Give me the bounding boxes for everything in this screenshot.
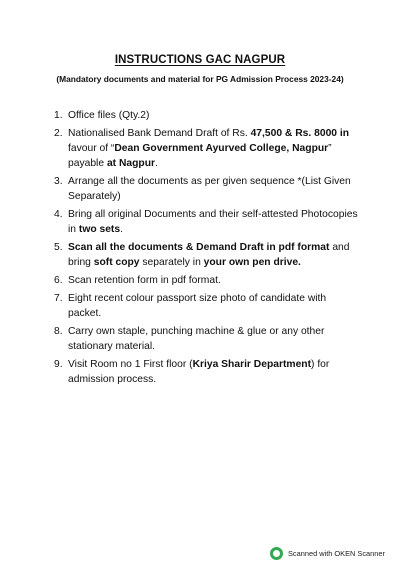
instruction-text: in — [68, 224, 79, 235]
instruction-text: and — [329, 242, 350, 253]
instruction-text: Carry own staple, punching machine & glue or any other — [68, 326, 325, 337]
instruction-text: packet. — [68, 308, 102, 319]
instruction-bold-text: Scan all the documents & Demand Draft in pdf format — [68, 242, 330, 253]
title-text: INSTRUCTIONS GAC NAGPUR — [114, 54, 286, 66]
instruction-item — [54, 174, 366, 204]
instruction-number: 5. — [54, 242, 63, 253]
scanner-text: Scanned with OKEN Scanner — [288, 548, 385, 558]
instruction-line — [68, 207, 366, 222]
instruction-item — [54, 126, 366, 171]
instruction-text: . — [120, 224, 123, 235]
instruction-text: favour of “ — [68, 143, 115, 154]
instruction-text: ) for — [311, 359, 330, 370]
instruction-line — [68, 156, 366, 171]
instruction-text: Bring all original Documents and their self-attested Photocopies — [68, 209, 358, 220]
instruction-bold-text: soft copy — [93, 257, 140, 268]
instruction-text: Arrange all the documents as per given sequence *(List Given — [68, 176, 351, 187]
instruction-bold-text: 47,500 & Rs. 8000 in — [250, 128, 350, 139]
instruction-line — [68, 291, 366, 306]
instruction-item — [54, 207, 366, 237]
instruction-line — [68, 222, 366, 237]
instruction-line — [68, 357, 366, 372]
scanner-watermark — [270, 546, 385, 560]
instruction-line — [68, 126, 366, 141]
instruction-text: ” — [328, 143, 332, 154]
instruction-item — [54, 273, 366, 288]
instruction-bold-text: Dean Government Ayurved College, Nagpur — [114, 143, 329, 154]
instruction-text: Eight recent colour passport size photo of candidate with — [68, 293, 327, 304]
instruction-bold-text: Kriya Sharir Department — [192, 359, 312, 370]
instruction-number: 2. — [54, 128, 63, 139]
instruction-line — [68, 189, 366, 204]
instruction-text: payable — [68, 158, 107, 169]
document-subtitle: (Mandatory documents and material for PG Admission Process 2023-24) — [56, 74, 344, 84]
instruction-line — [68, 174, 366, 189]
instruction-text: Nationalised Bank Demand Draft of Rs. — [68, 128, 251, 139]
instruction-number: 4. — [54, 209, 63, 220]
instruction-line — [68, 108, 366, 123]
instruction-number: 9. — [54, 359, 63, 370]
instruction-line — [68, 324, 366, 339]
instruction-number: 3. — [54, 176, 63, 187]
instruction-text: Separately) — [68, 191, 121, 202]
instruction-number: 8. — [54, 326, 63, 337]
instruction-line — [68, 273, 366, 288]
instruction-line — [68, 240, 366, 255]
instruction-item — [54, 240, 366, 270]
instruction-line — [68, 372, 366, 387]
instruction-text: admission process. — [68, 374, 157, 385]
instruction-bold-text: your own pen drive. — [203, 257, 301, 268]
instruction-line — [68, 255, 366, 270]
oken-scanner-logo-icon — [270, 547, 283, 560]
instruction-item — [54, 324, 366, 354]
instruction-line — [68, 306, 366, 321]
instruction-text: bring — [68, 257, 94, 268]
instruction-bold-text: two sets — [78, 224, 121, 235]
instruction-text: Scan retention form in pdf format. — [68, 275, 221, 286]
instruction-text: separately in — [139, 257, 204, 268]
instruction-number: 6. — [54, 275, 63, 286]
instruction-line — [68, 141, 366, 156]
instruction-list — [54, 108, 366, 390]
instruction-item — [54, 108, 366, 123]
instruction-line — [68, 339, 366, 354]
instruction-text: . — [155, 158, 158, 169]
instruction-item — [54, 291, 366, 321]
instruction-number: 7. — [54, 293, 63, 304]
instruction-bold-text: at Nagpur — [106, 158, 155, 169]
instruction-number: 1. — [54, 110, 63, 121]
instruction-text: stationary material. — [68, 341, 155, 352]
instruction-item — [54, 357, 366, 387]
document-title — [0, 54, 400, 66]
instruction-text: Office files (Qty.2) — [68, 110, 150, 121]
instruction-text: Visit Room no 1 First floor ( — [68, 359, 193, 370]
